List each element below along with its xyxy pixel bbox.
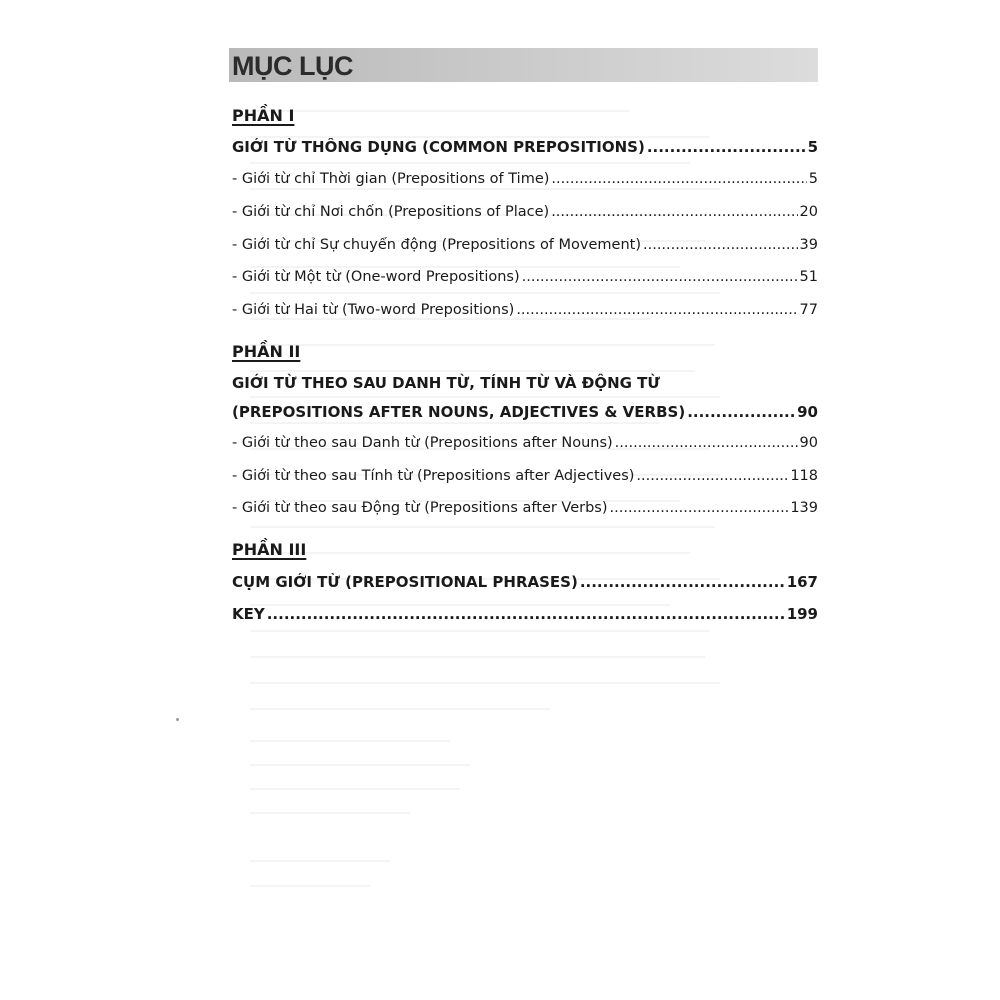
section-title-line: GIỚI TỪ THEO SAU DANH TỪ, TÍNH TỪ VÀ ĐỘNG TỪ [232,374,660,392]
toc-entry-label: - Giới từ chỉ Nơi chốn (Prepositions of Place) [232,204,550,220]
toc-entry[interactable] [232,468,818,492]
toc-entry-page: 90 [797,403,818,421]
toc-entry-label: - Giới từ Hai từ (Two-word Prepositions) [232,302,515,318]
part-heading-2: PHẦN II [232,342,301,361]
toc-entry-label: - Giới từ Một từ (One-word Prepositions) [232,269,520,285]
toc-entry-label: KEY [232,605,265,623]
toc-entry[interactable] [232,302,818,326]
leader-dots [551,204,797,220]
toc-entry-page: 199 [786,605,818,623]
toc-entry-label: CỤM GIỚI TỪ (PREPOSITIONAL PHRASES) [232,573,578,591]
toc-entry-page: 5 [808,171,818,187]
toc-entry[interactable] [232,605,818,629]
leader-dots [522,269,798,285]
leader-dots [636,468,788,484]
toc-entry-label: - Giới từ theo sau Động từ (Prepositions after Verbs) [232,500,608,516]
leader-dots [647,138,806,156]
toc-entry-label: - Giới từ theo sau Tính từ (Prepositions after Adjectives) [232,468,635,484]
toc-entry-page: 90 [799,435,818,451]
page-title: MỤC LỤC [232,51,353,81]
toc-entry-page: 118 [790,468,818,484]
leader-dots [610,500,789,516]
toc-entry-label: GIỚI TỪ THÔNG DỤNG (COMMON PREPOSITIONS) [232,138,645,156]
leader-dots [687,403,795,421]
leader-dots [580,573,785,591]
toc-entry[interactable] [232,138,818,162]
part-heading-1: PHẦN I [232,106,295,125]
leader-dots [615,435,798,451]
toc-entry-page: 51 [799,269,818,285]
toc-entry-page: 139 [790,500,818,516]
part-heading-3: PHẦN III [232,540,307,559]
leader-dots [551,171,806,187]
leader-dots [516,302,797,318]
toc-entry-page: 167 [786,573,818,591]
toc-entry[interactable] [232,269,818,293]
toc-entry[interactable] [232,573,818,597]
toc-entry-label: (PREPOSITIONS AFTER NOUNS, ADJECTIVES & VERBS) [232,403,686,421]
toc-entry[interactable] [232,403,818,427]
toc-entry[interactable] [232,500,818,524]
toc-entry-page: 20 [799,204,818,220]
toc-entry-page: 39 [799,237,818,253]
page-speck [176,718,179,721]
toc-entry[interactable] [232,237,818,261]
toc-entry-label: - Giới từ chỉ Thời gian (Prepositions of Time) [232,171,550,187]
toc-entry-label: - Giới từ chỉ Sự chuyển động (Prepositions of Movement) [232,237,641,253]
toc-entry[interactable] [232,171,818,195]
leader-dots [267,605,785,623]
toc-entry[interactable] [232,204,818,228]
toc-header-bar [229,48,818,82]
leader-dots [643,237,798,253]
toc-entry-page: 77 [799,302,818,318]
toc-entry-label: - Giới từ theo sau Danh từ (Prepositions after Nouns) [232,435,613,451]
toc-entry-page: 5 [807,138,818,156]
toc-entry[interactable] [232,435,818,459]
